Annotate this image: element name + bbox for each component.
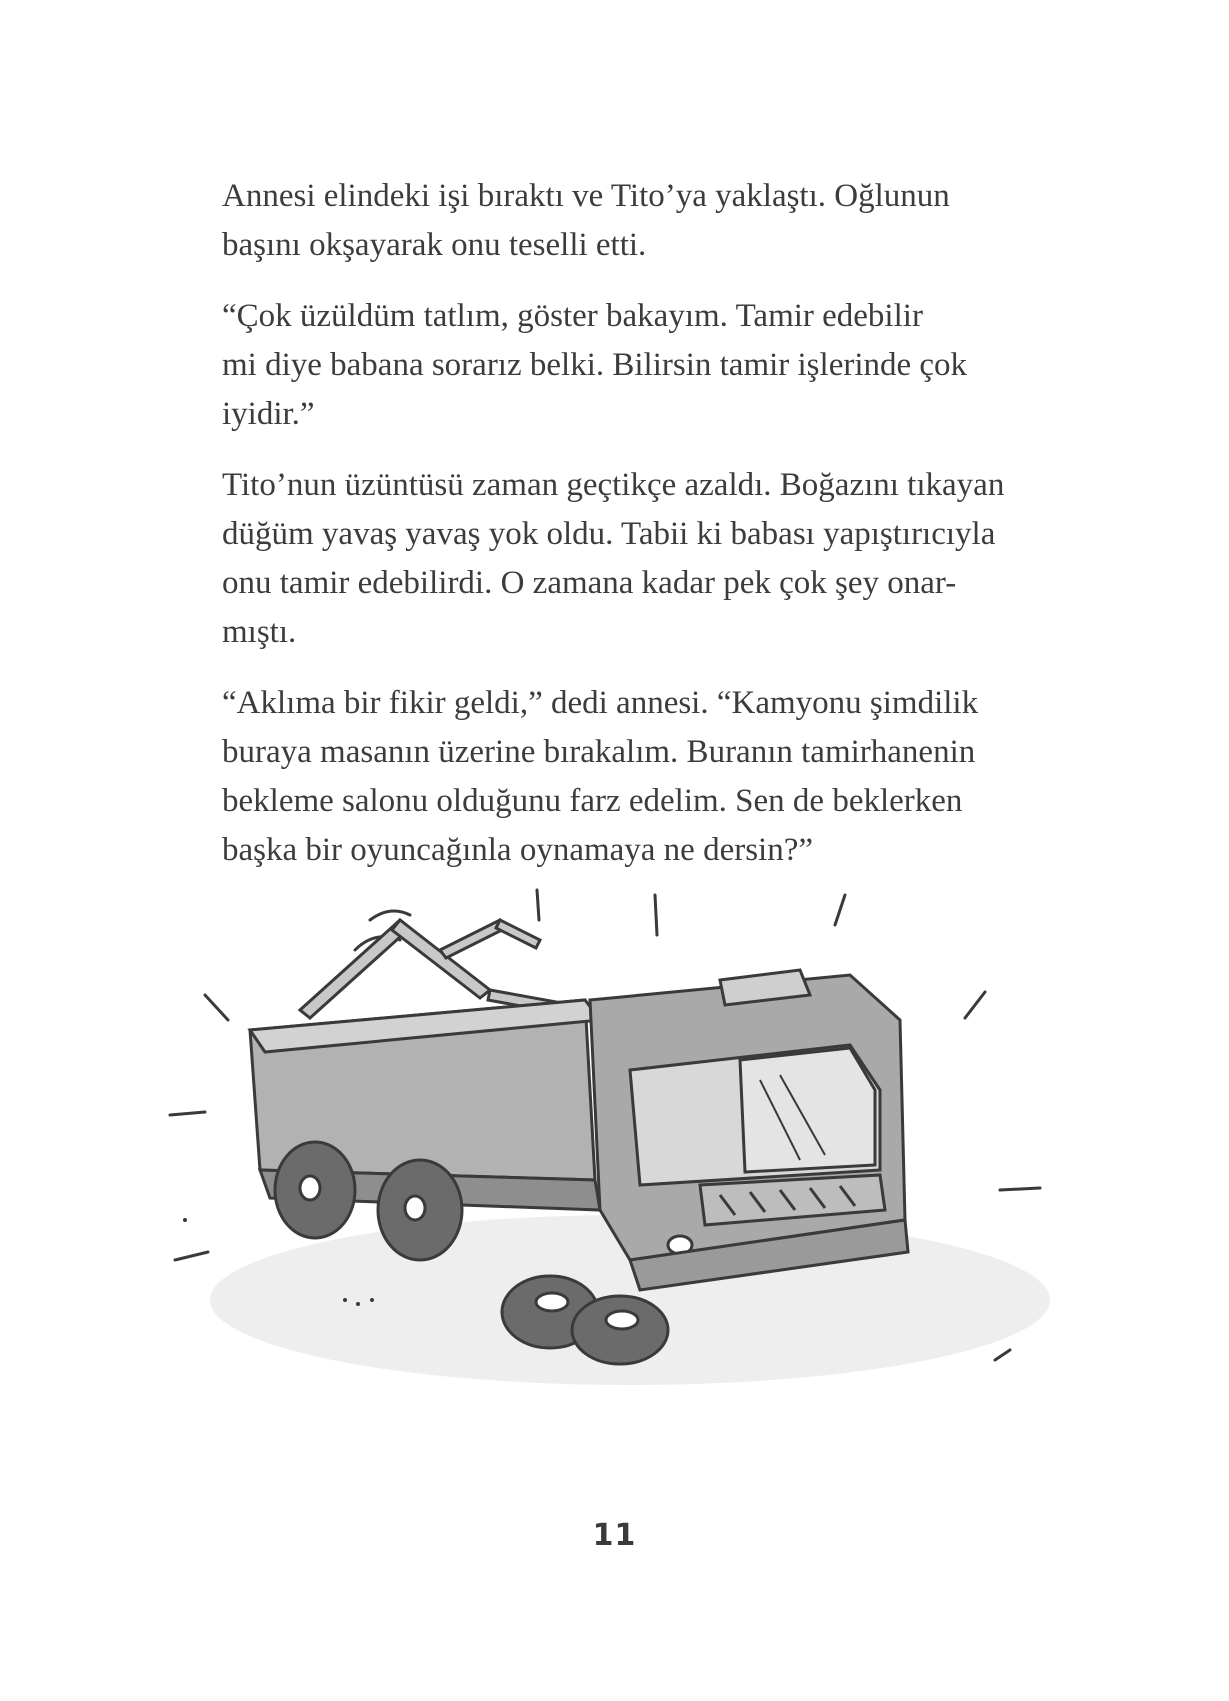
paragraph-4: “Aklıma bir fikir geldi,” dedi annesi. “Kamyonu şimdilik buraya masanın üzerine bırakalım. Buranın tamirhanenin bekleme salonu olduğunu farz edelim. Sen de beklerken başka bir oyuncağınla oynamaya ne dersin?” (222, 685, 979, 868)
paragraph-2: “Çok üzüldüm tatlım, göster bakayım. Tamir edebilir mi diye babana sorarız belki. Bilirsin tamir işlerinde çok iyidir.” (222, 298, 968, 432)
paragraph-3: Tito’nun üzüntüsü zaman geçtikçe azaldı. Boğazını tıkayan düğüm yavaş yavaş yok oldu. Tabii ki babası yapıştırıcıyla onu tamir edebilirdi. O zamana kadar pek çok şey onar- mıştı. (222, 467, 1005, 650)
page-number: 11 (592, 1518, 637, 1553)
truck-cabin (590, 970, 908, 1290)
paragraph-1: Annesi elindeki işi bıraktı ve Tito’ya yaklaştı. Oğlunun başını okşayarak onu teselli etti. (222, 178, 950, 263)
broken-toy-truck-icon (160, 880, 1080, 1420)
story-text (222, 172, 1052, 897)
